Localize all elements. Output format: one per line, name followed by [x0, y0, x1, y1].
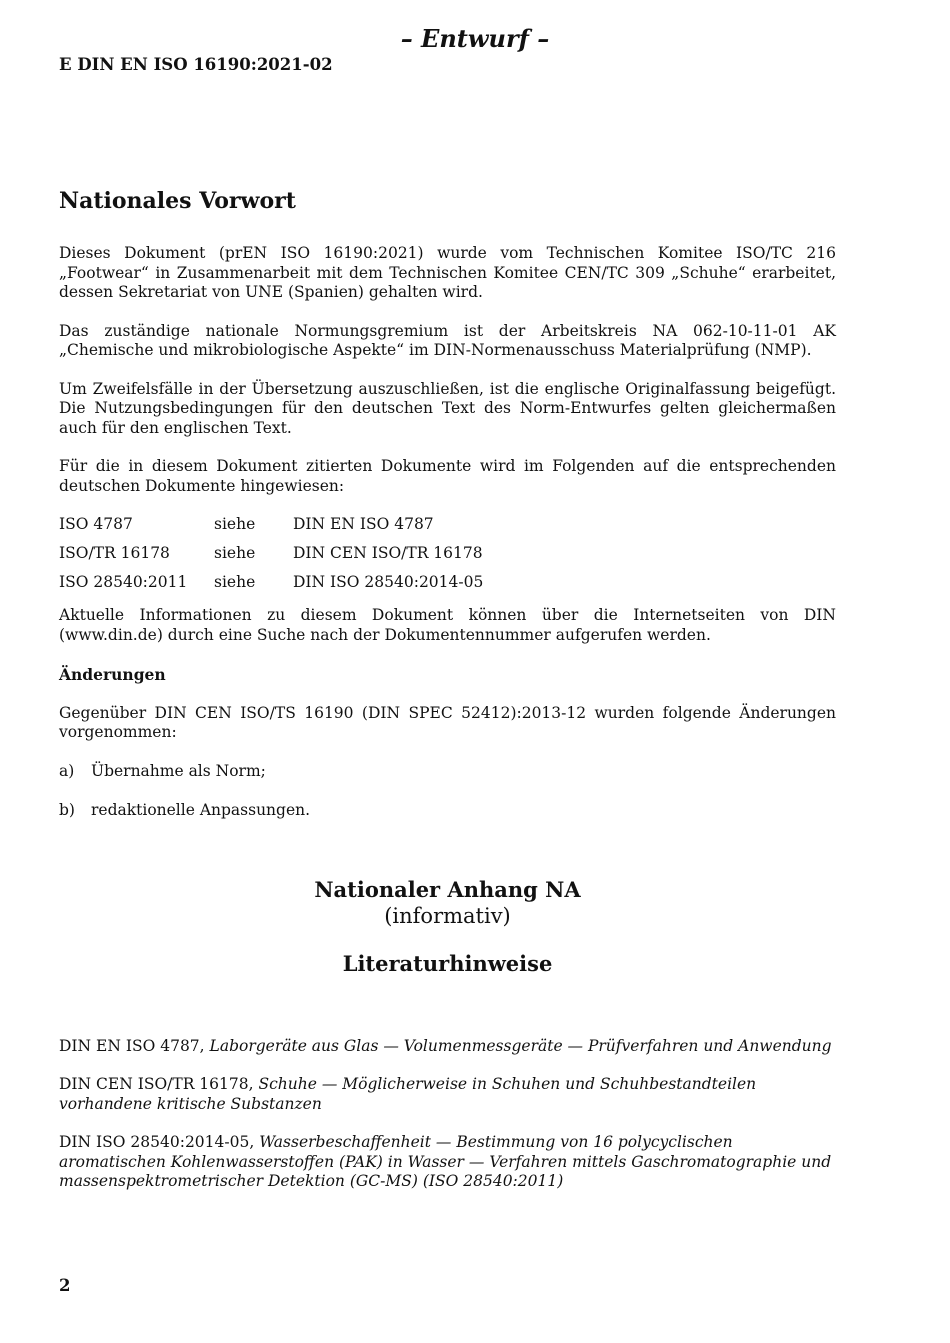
bibliography-entry [59, 1037, 836, 1057]
vorwort-paragraph: Das zuständige nationale Normungsgremium ist der Arbeitskreis NA 062-10-11-01 AK „Chemische und mikrobiologische Aspekte“ im DIN-Normenausschuss Materialprüfung (NMP). [59, 321, 836, 359]
list-item-text: redaktionelle Anpassungen. [91, 801, 311, 819]
vorwort-paragraph: Dieses Dokument (prEN ISO 16190:2021) wurde vom Technischen Komitee ISO/TC 216 „Footwear“ in Zusammenarbeit mit dem Technischen Komitee CEN/TC 309 „Schuhe“ erarbeitet, dessen Sekretariat von UNE (Spanien) gehalten wird. [59, 244, 836, 301]
changes-intro: Gegenüber DIN CEN ISO/TS 16190 (DIN SPEC 52412):2013-12 wurden folgende Änderungen vorgenommen: [59, 703, 836, 741]
reference-german: DIN CEN ISO/TR 16178 [293, 544, 483, 562]
literature-title: Literaturhinweise [342, 950, 553, 976]
reference-row [59, 568, 836, 597]
bibliography-ref: DIN CEN ISO/TR 16178, [59, 1075, 259, 1093]
annex-title: Nationaler Anhang NA [314, 876, 581, 902]
bibliography-title: Schuhe — Möglicherweise in Schuhen und Schuhbestandteilen vorhandene kritische Substanzen [59, 1075, 757, 1113]
bibliography-ref: DIN EN ISO 4787, [59, 1036, 210, 1055]
info-paragraph: Aktuelle Informationen zu diesem Dokument können über die Internetseiten von DIN (www.din.de) durch eine Suche nach der Dokumentennummer aufgerufen werden. [59, 606, 836, 644]
annex-header [59, 877, 836, 977]
reference-international: ISO 28540:2011 [59, 573, 188, 591]
bibliography-title: Wasserbeschaffenheit — Bestimmung von 16 polycyclischen aromatischen Kohlenwasserstoffen (PAK) in Wasser — Verfahren mittels Gaschromatographie und massenspektrometrischer Detektion (GC-MS) (ISO 28540:2011) [59, 1133, 832, 1190]
list-item [59, 762, 836, 782]
bibliography [59, 1037, 836, 1192]
reference-relation: siehe [214, 544, 256, 562]
bibliography-title: Laborgeräte aus Glas — Volumenmessgeräte — Prüfverfahren und Anwendung [209, 1036, 832, 1055]
list-item-label: a) [59, 761, 75, 780]
changes-heading: Änderungen [59, 665, 166, 684]
reference-relation: siehe [214, 573, 256, 591]
reference-row [59, 539, 836, 568]
list-item [59, 801, 836, 821]
page-content [59, 186, 836, 1211]
page-number: 2 [59, 1276, 71, 1295]
reference-table [59, 510, 836, 597]
reference-german: DIN ISO 28540:2014-05 [293, 573, 484, 591]
vorwort-paragraph: Um Zweifelsfälle in der Übersetzung auszuschließen, ist die englische Originalfassung beigefügt. Die Nutzungsbedingungen für den deutschen Text des Norm-Entwurfes gelten gleichermaßen auch für den englischen Text. [59, 379, 836, 437]
draft-watermark-heading: – Entwurf – [400, 24, 550, 53]
bibliography-ref: DIN ISO 28540:2014-05, [59, 1133, 260, 1151]
list-item-label: b) [59, 801, 75, 819]
annex-subtitle: (informativ) [384, 903, 511, 928]
document-identifier: E DIN EN ISO 16190:2021-02 [59, 55, 333, 74]
reference-row [59, 510, 836, 539]
reference-international: ISO/TR 16178 [59, 544, 170, 562]
vorwort-paragraph: Für die in diesem Dokument zitierten Dokumente wird im Folgenden auf die entsprechenden deutschen Dokumente hingewiesen: [59, 457, 836, 495]
reference-international: ISO 4787 [59, 515, 133, 533]
reference-relation: siehe [214, 515, 256, 533]
bibliography-entry [59, 1133, 836, 1192]
bibliography-entry [59, 1075, 836, 1114]
reference-german: DIN EN ISO 4787 [293, 515, 434, 533]
section-title-vorwort: Nationales Vorwort [59, 188, 296, 214]
list-item-text: Übernahme als Norm; [91, 761, 266, 780]
